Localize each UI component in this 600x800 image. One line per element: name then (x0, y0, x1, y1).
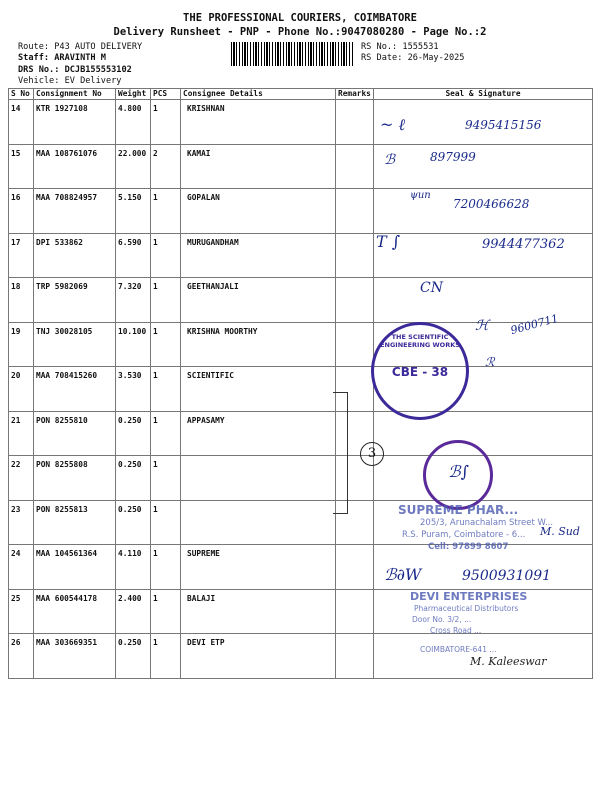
signature-row-17: T ∫ (376, 232, 401, 251)
cell-weight: 7.320 (116, 278, 151, 323)
cell-pcs: 1 (151, 634, 181, 679)
cell-weight: 0.250 (116, 634, 151, 679)
cell-pcs: 1 (151, 233, 181, 278)
col-consignment: Consignment No (34, 89, 116, 100)
cell-pcs: 1 (151, 500, 181, 545)
supreme-stamp-address1: 205/3, Arunachalam Street W... (420, 518, 554, 528)
cell-consignee: KRISHNAN (181, 100, 336, 145)
rs-date: RS Date: 26-May-2025 (361, 53, 465, 63)
table-row (9, 456, 593, 501)
cell-weight: 0.250 (116, 500, 151, 545)
devi-stamp-line3: Cross Road ... (430, 626, 482, 635)
cell-remarks (336, 322, 374, 367)
cell-consignee: GOPALAN (181, 189, 336, 234)
cell-consignment: MAA 600544178 (34, 589, 116, 634)
cell-pcs: 1 (151, 411, 181, 456)
staff-label: Staff: ARAVINTH M (18, 53, 106, 63)
cell-weight: 0.250 (116, 411, 151, 456)
cell-pcs: 2 (151, 144, 181, 189)
cell-consignee (181, 500, 336, 545)
cell-consignee: SUPREME (181, 545, 336, 590)
signature-row-16: ψun (410, 190, 431, 201)
cell-weight: 10.100 (116, 322, 151, 367)
cell-consignment: DPI 533862 (34, 233, 116, 278)
handwritten-phone-19: 9600711 (509, 311, 560, 338)
cell-sno: 22 (9, 456, 34, 501)
handwritten-phone-25: 9500931091 (462, 568, 552, 584)
cell-sno: 18 (9, 278, 34, 323)
cell-consignee: SCIENTIFIC (181, 367, 336, 412)
cell-consignment: PON 8255813 (34, 500, 116, 545)
cell-sno: 20 (9, 367, 34, 412)
cell-consignee: GEETHANJALI (181, 278, 336, 323)
cell-consignment: MAA 108761076 (34, 144, 116, 189)
table-header-row (9, 89, 593, 100)
cell-weight: 3.530 (116, 367, 151, 412)
devi-stamp-line2: Door No. 3/2, ... (412, 615, 472, 624)
cell-consignee: KRISHNA MOORTHY (181, 322, 336, 367)
cell-weight: 22.000 (116, 144, 151, 189)
col-consignee: Consignee Details (181, 89, 336, 100)
handwritten-phone-17: 9944477362 (482, 237, 565, 252)
supreme-stamp-name: SUPREME PHAR... (398, 503, 519, 517)
scientific-stamp-ring: THE SCIENTIFIC ENGINEERING WORKS (380, 333, 460, 349)
scientific-stamp (371, 322, 469, 420)
handwritten-circled-number: 3 (360, 442, 384, 466)
table-row (9, 322, 593, 367)
cell-remarks (336, 278, 374, 323)
cell-sno: 21 (9, 411, 34, 456)
cell-consignment: TNJ 30028105 (34, 322, 116, 367)
cell-consignment: PON 8255810 (34, 411, 116, 456)
route-label: Route: P43 AUTO DELIVERY (18, 42, 143, 52)
barcode (231, 42, 353, 66)
cell-sno: 14 (9, 100, 34, 145)
supreme-stamp-address2: R.S. Puram, Coimbatore - 6... (402, 530, 526, 540)
cell-consignee: BALAJI (181, 589, 336, 634)
cell-consignment: KTR 1927108 (34, 100, 116, 145)
cell-pcs: 1 (151, 589, 181, 634)
cell-consignee: DEVI ETP (181, 634, 336, 679)
cell-pcs: 1 (151, 367, 181, 412)
col-pcs: PCS (151, 89, 181, 100)
runsheet-subtitle: Delivery Runsheet - PNP - Phone No.:9047080280 - Page No.:2 (113, 26, 487, 38)
cell-pcs: 1 (151, 322, 181, 367)
signature-row-19: ℋ (475, 318, 489, 334)
cell-consignee (181, 456, 336, 501)
handwritten-phone-14: 9495415156 (465, 118, 542, 132)
cell-remarks (336, 634, 374, 679)
cell-consignment: PON 8255808 (34, 456, 116, 501)
scientific-stamp-center: CBE - 38 (391, 365, 449, 379)
cell-consignee: APPASAMY (181, 411, 336, 456)
cell-weight: 0.250 (116, 456, 151, 501)
table-row (9, 144, 593, 189)
cell-remarks (336, 100, 374, 145)
cell-remarks (336, 545, 374, 590)
col-signature: Seal & Signature (374, 89, 593, 100)
devi-stamp-line4: COIMBATORE-641 ... (420, 645, 497, 654)
cell-sno: 26 (9, 634, 34, 679)
cell-weight: 4.110 (116, 545, 151, 590)
drs-label: DRS No.: DCJB155553102 (18, 65, 132, 75)
signature-row-24: M. Sud (540, 525, 580, 538)
cell-remarks (336, 144, 374, 189)
cell-consignee: KAMAI (181, 144, 336, 189)
signature-row-15: ℬ (384, 152, 396, 168)
devi-stamp-line1: Pharmaceutical Distributors (414, 604, 519, 613)
cell-sno: 17 (9, 233, 34, 278)
cell-pcs: 1 (151, 100, 181, 145)
cell-consignment: MAA 708415260 (34, 367, 116, 412)
signature-row-14: ~ ℓ (380, 115, 406, 134)
cell-pcs: 1 (151, 456, 181, 501)
cell-weight: 2.400 (116, 589, 151, 634)
runsheet-title: THE PROFESSIONAL COURIERS, COIMBATORE (183, 12, 417, 24)
col-remarks: Remarks (336, 89, 374, 100)
cell-consignment: MAA 303669351 (34, 634, 116, 679)
cell-sno: 16 (9, 189, 34, 234)
cell-weight: 4.800 (116, 100, 151, 145)
handwritten-phone-16: 7200466628 (453, 197, 530, 211)
supreme-stamp-cell: Cell: 97899 8607 (428, 542, 509, 552)
cell-pcs: 1 (151, 189, 181, 234)
cell-consignment: TRP 5982069 (34, 278, 116, 323)
handwritten-note-18: CN (420, 280, 443, 296)
col-weight: Weight (116, 89, 151, 100)
col-sno: S No (9, 89, 34, 100)
vehicle-label: Vehicle: EV Delivery (18, 76, 122, 86)
handwritten-note-15: 897999 (430, 150, 476, 164)
cell-signature (374, 144, 593, 189)
cell-consignment: MAA 708824957 (34, 189, 116, 234)
cell-consignee: MURUGANDHAM (181, 233, 336, 278)
cell-sno: 15 (9, 144, 34, 189)
table-row (9, 367, 593, 412)
table-row (9, 278, 593, 323)
cell-pcs: 1 (151, 545, 181, 590)
table-row (9, 411, 593, 456)
signature-row-26: M. Kaleeswar (470, 655, 547, 668)
signature-row-23: ℬ∫ (448, 462, 469, 481)
rs-number: RS No.: 1555531 (361, 42, 439, 52)
cell-consignment: MAA 104561364 (34, 545, 116, 590)
cell-sno: 24 (9, 545, 34, 590)
cell-signature (374, 278, 593, 323)
cell-weight: 6.590 (116, 233, 151, 278)
cell-pcs: 1 (151, 278, 181, 323)
cell-remarks (336, 233, 374, 278)
cell-sno: 25 (9, 589, 34, 634)
cell-sno: 19 (9, 322, 34, 367)
cell-weight: 5.150 (116, 189, 151, 234)
signature-row-20: ℛ (485, 355, 495, 369)
signature-row-25: ℬ∂W (384, 565, 422, 584)
bracket-mark (333, 392, 348, 514)
devi-stamp-name: DEVI ENTERPRISES (410, 590, 528, 603)
cell-remarks (336, 589, 374, 634)
cell-sno: 23 (9, 500, 34, 545)
cell-remarks (336, 189, 374, 234)
